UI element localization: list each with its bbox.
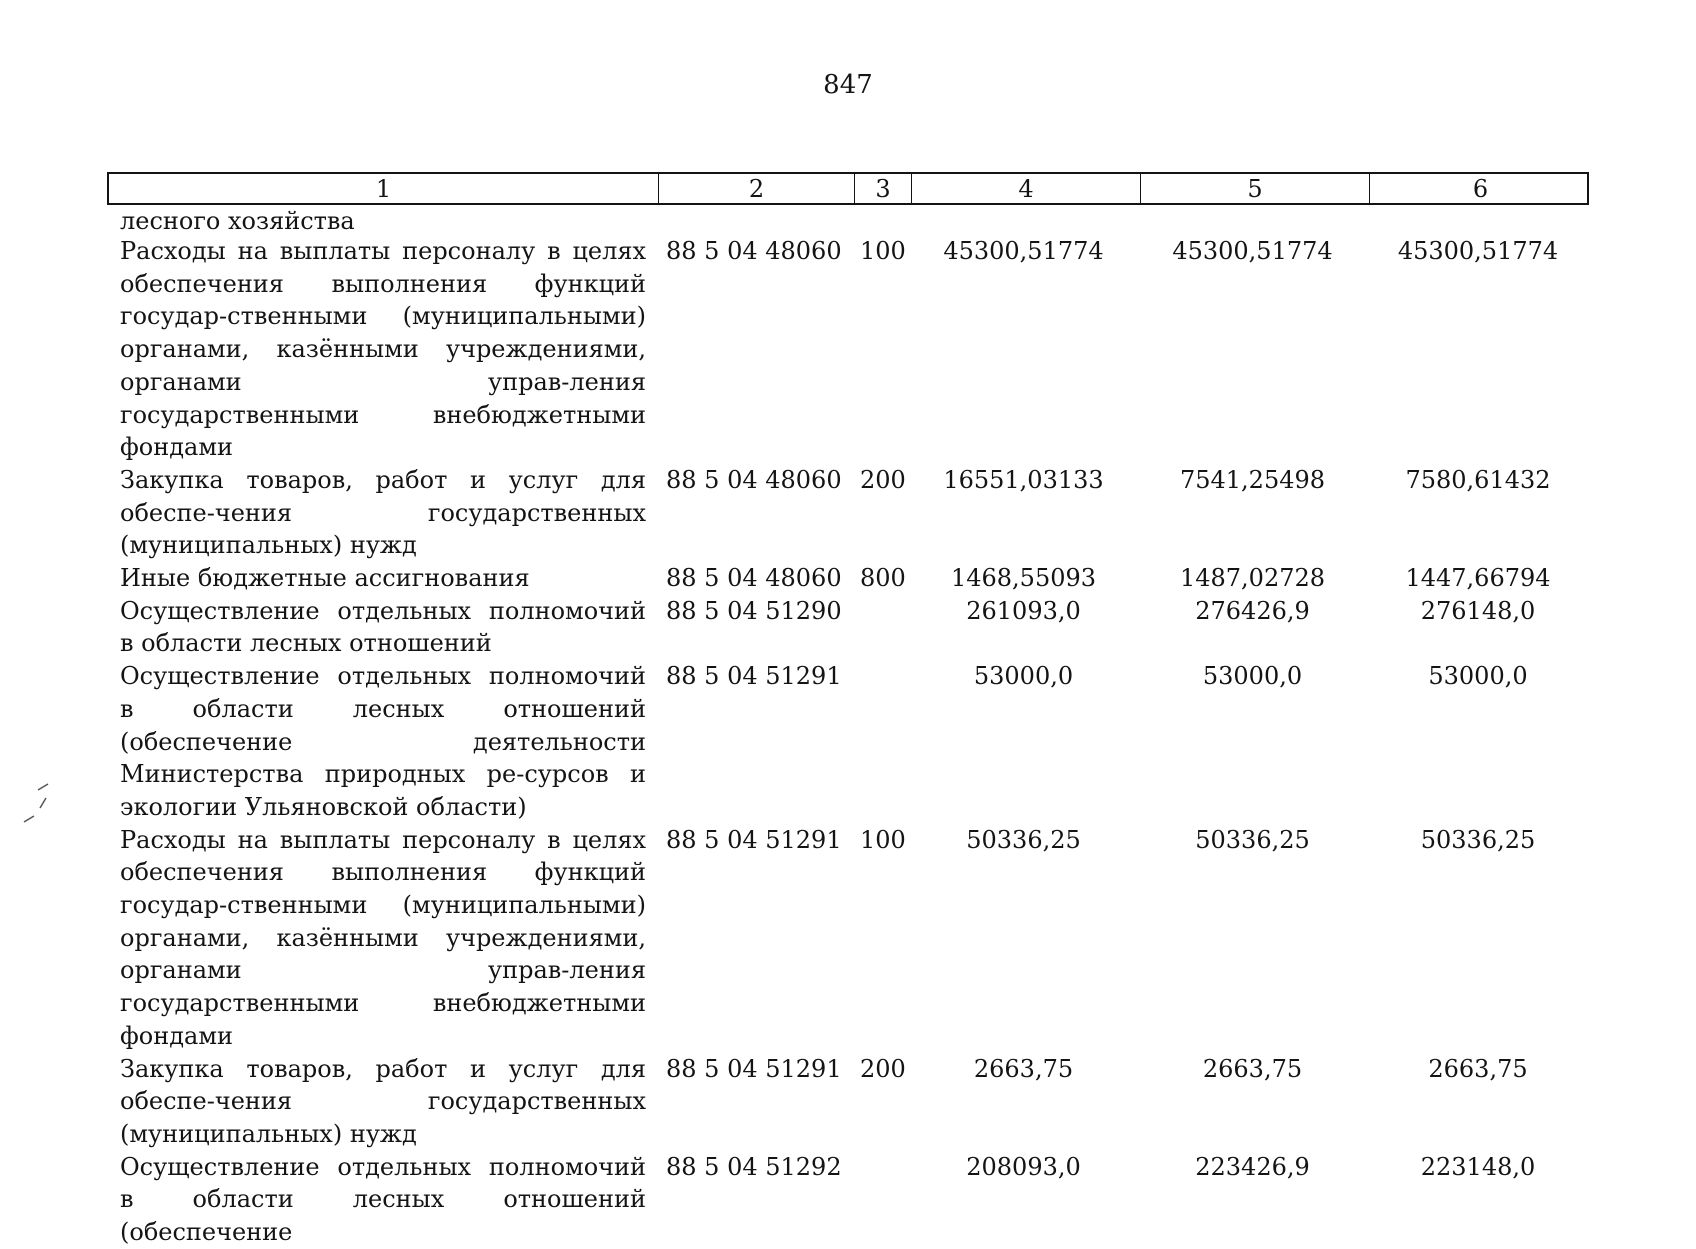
amount-col4: 16551,03133 xyxy=(943,465,1104,494)
budget-code: 88 5 04 51291 xyxy=(666,825,842,854)
amount-col4: 1468,55093 xyxy=(950,564,1097,593)
expense-kind: 200 xyxy=(860,1054,906,1083)
budget-code: 88 5 04 51291 xyxy=(666,1054,842,1083)
table-header-row xyxy=(107,172,1589,205)
expense-kind xyxy=(852,660,909,824)
column-header-4: 4 xyxy=(911,174,1140,204)
expense-kind: 200 xyxy=(860,465,906,494)
table-row xyxy=(107,660,1589,824)
amount-col4: 208093,0 xyxy=(966,1152,1081,1181)
table-row xyxy=(107,464,1589,562)
expense-name: Осуществление отдельных полномочий в области лесных отношений xyxy=(120,596,646,658)
amount-col5: 276426,9 xyxy=(1195,596,1310,625)
expense-name: Расходы на выплаты персоналу в целях обеспечения выполнения функций государ-ственными (муниципальными) органами, казёнными учреждениями, органами управ-ления государственными внебюджетными фондами xyxy=(120,825,646,1050)
table-row xyxy=(107,824,1589,1053)
page-number: 847 xyxy=(823,70,873,100)
budget-code: 88 5 04 48060 xyxy=(666,465,842,494)
expense-kind xyxy=(852,595,909,660)
expense-name: Осуществление отдельных полномочий в области лесных отношений (обеспечение xyxy=(120,1152,646,1247)
expense-name: Закупка товаров, работ и услуг для обеспе-чения государственных (муниципальных) нужд xyxy=(120,465,646,560)
amount-col5: 53000,0 xyxy=(1202,662,1303,691)
budget-code: 88 5 04 51290 xyxy=(666,596,842,625)
budget-code: 88 5 04 51291 xyxy=(666,662,842,691)
budget-code: 88 5 04 48060 xyxy=(666,237,842,265)
expense-name: Осуществление отдельных полномочий в области лесных отношений (обеспечение деятельности Министерства природных ре-сурсов и экологии Ульяновской области) xyxy=(120,662,646,821)
column-header-3: 3 xyxy=(854,174,911,204)
expense-name: Иные бюджетные ассигнования xyxy=(120,564,530,593)
amount-col4: 45300,51774 xyxy=(943,237,1104,265)
expense-kind: 100 xyxy=(860,825,906,854)
budget-code: 88 5 04 51292 xyxy=(666,1152,842,1181)
budget-table xyxy=(107,172,1589,1249)
continuation-text: лесного хозяйства xyxy=(120,207,355,235)
amount-col5: 1487,02728 xyxy=(1179,564,1326,593)
amount-col6: 45300,51774 xyxy=(1397,237,1559,265)
expense-kind: 100 xyxy=(860,237,906,265)
budget-code: 88 5 04 48060 xyxy=(666,564,842,593)
expense-name: Расходы на выплаты персоналу в целях обеспечения выполнения функций государ-ственными (муниципальными) органами, казёнными учреждениями, органами управ-ления государственными внебюджетными фондами xyxy=(120,237,646,462)
table-row xyxy=(107,1053,1589,1151)
table-row xyxy=(107,235,1589,464)
amount-col5: 45300,51774 xyxy=(1172,237,1333,265)
amount-col5: 2663,75 xyxy=(1202,1054,1303,1083)
column-header-6: 6 xyxy=(1369,174,1591,204)
amount-col4: 50336,25 xyxy=(966,825,1081,854)
amount-col6: 2663,75 xyxy=(1428,1054,1528,1083)
amount-col6: 223148,0 xyxy=(1420,1152,1536,1181)
amount-col6: 50336,25 xyxy=(1420,825,1536,854)
amount-col4: 2663,75 xyxy=(973,1054,1074,1083)
scan-mark xyxy=(20,780,60,840)
amount-col5: 223426,9 xyxy=(1195,1152,1310,1181)
amount-col6: 1447,66794 xyxy=(1405,564,1551,593)
amount-col6: 7580,61432 xyxy=(1405,465,1551,494)
amount-col5: 7541,25498 xyxy=(1179,465,1326,494)
table-row xyxy=(107,562,1589,595)
amount-col6: 53000,0 xyxy=(1428,662,1528,691)
table-body xyxy=(107,235,1589,1249)
amount-col4: 261093,0 xyxy=(966,596,1081,625)
expense-name: Закупка товаров, работ и услуг для обеспе-чения государственных (муниципальных) нужд xyxy=(120,1054,646,1148)
column-header-5: 5 xyxy=(1140,174,1369,204)
amount-col4: 53000,0 xyxy=(973,662,1074,691)
table-row xyxy=(107,595,1589,660)
amount-col5: 50336,25 xyxy=(1195,825,1310,854)
amount-col6: 276148,0 xyxy=(1420,596,1536,625)
expense-kind: 800 xyxy=(860,564,906,593)
column-header-2: 2 xyxy=(658,174,854,204)
column-header-1: 1 xyxy=(375,175,392,203)
